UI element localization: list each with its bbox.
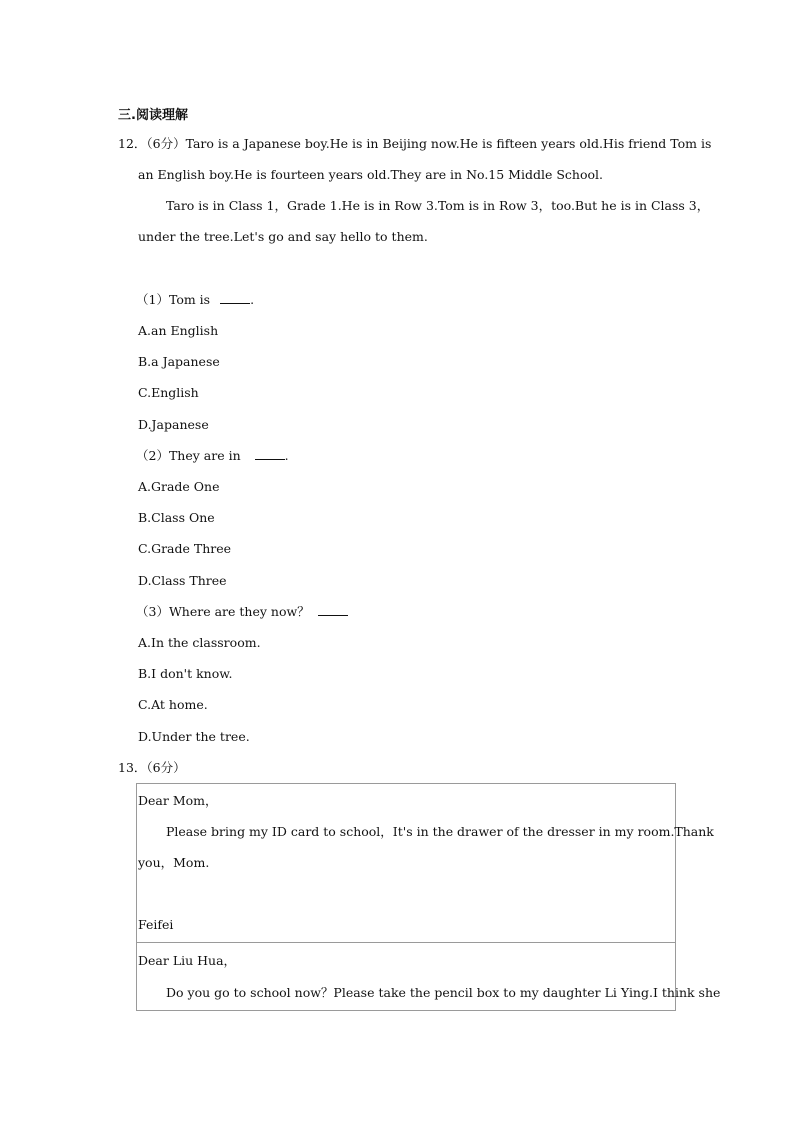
answer-option[interactable]: B.Class One	[138, 510, 215, 525]
question-13-header: 13．（6分）	[118, 760, 186, 775]
table-divider	[137, 942, 675, 943]
answer-option[interactable]: D.Japanese	[138, 417, 209, 432]
passage-line: Taro is in Class 1，Grade 1.He is in Row 3.Tom is in Row 3，too.But he is in Class 3，	[166, 198, 710, 213]
letter-body-line: you，Mom.	[138, 855, 210, 870]
question-prompt: （1）Tom is .	[136, 292, 255, 307]
question-prompt: （2）They are in .	[136, 448, 289, 463]
letter-greeting: Dear Liu Hua，	[138, 953, 237, 968]
letter-greeting: Dear Mom，	[138, 793, 218, 808]
answer-option[interactable]: A.In the classroom.	[138, 635, 261, 650]
answer-option[interactable]: A.an English	[138, 323, 219, 338]
answer-option[interactable]: C.Grade Three	[138, 541, 232, 556]
answer-option[interactable]: A.Grade One	[138, 479, 220, 494]
answer-option[interactable]: B.a Japanese	[138, 354, 220, 369]
answer-option[interactable]: D.Class Three	[138, 573, 227, 588]
answer-option[interactable]: C.English	[138, 385, 199, 400]
question-prompt: （3）Where are they now？	[136, 604, 348, 620]
letter-body-line: Please bring my ID card to school，It's in the drawer of the dresser in my room.Thank	[166, 824, 714, 839]
letter-signature: Feifei	[138, 917, 174, 932]
passage-line: an English boy.He is fourteen years old.They are in No.15 Middle School.	[138, 167, 603, 182]
passage-line: under the tree.Let's go and say hello to them.	[138, 229, 428, 244]
section-title: 三.阅读理解	[118, 108, 188, 123]
answer-option[interactable]: B.I don't know.	[138, 666, 233, 681]
answer-option[interactable]: D.Under the tree.	[138, 729, 250, 744]
answer-blank[interactable]	[318, 604, 348, 616]
answer-blank[interactable]	[255, 448, 285, 460]
answer-option[interactable]: C.At home.	[138, 697, 208, 712]
question-12-header: 12．（6分）Taro is a Japanese boy.He is in Beijing now.He is fifteen years old.His friend Tom is	[118, 136, 712, 151]
answer-blank[interactable]	[220, 292, 250, 304]
letters-table	[136, 783, 721, 1011]
letter-body-line: Do you go to school now？Please take the pencil box to my daughter Li Ying.I think she	[166, 985, 721, 1000]
